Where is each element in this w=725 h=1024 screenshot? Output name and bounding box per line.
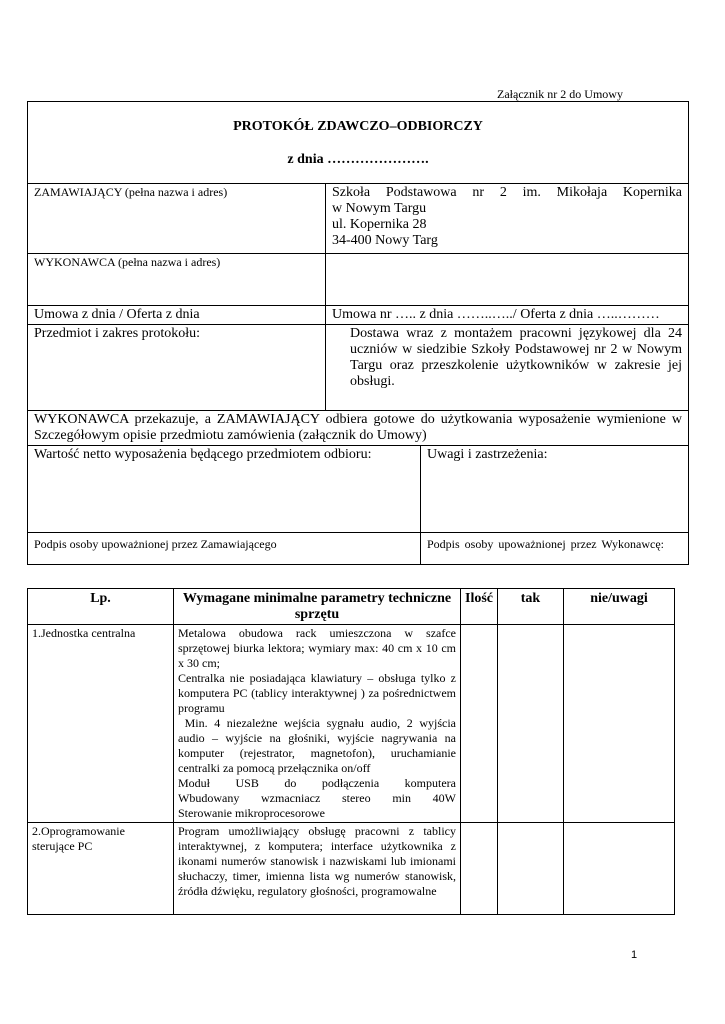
ordering-party-value: [326, 184, 689, 254]
header-lp: Lp.: [28, 589, 174, 625]
row-yes: [498, 625, 564, 823]
row-lp: 2.Oprogramowanie sterujące PC: [28, 823, 174, 915]
protocol-date-line: z dnia ………………….: [287, 152, 429, 167]
ordering-party-line: 34-400 Nowy Targ: [332, 233, 438, 248]
param-line: Min. 4 niezależne wejścia sygnału audio, 2 wyjścia audio – wyjście na głośniki, wyjście nagrywania na komputer (rejestrator, magnetofon), uruchamianie centralki za pomocą przełącznika on/off: [178, 716, 459, 775]
ordering-party-line: Szkoła Podstawowa nr 2 im. Mikołaja Kopernika: [332, 185, 683, 200]
protocol-table: [27, 101, 689, 565]
param-line: Centralka nie posiadająca klawiatury – obsługa tylko z komputera PC (tablicy interaktywnej ) za pośrednictwem programu: [178, 671, 456, 715]
contractor-label: WYKONAWCA (pełna nazwa i adres): [28, 254, 326, 306]
row-params: [174, 823, 461, 915]
subject-value: Dostawa wraz z montażem pracowni językowej dla 24 uczniów w siedzibie Szkoły Podstawowej nr 2 w Nowym Targu oraz przeszkolenie użytkowników w zakresie jej obsługi.: [326, 325, 689, 411]
row-qty: [461, 823, 498, 915]
row-yes: [498, 823, 564, 915]
handover-statement: WYKONAWCA przekazuje, a ZAMAWIAJĄCY odbiera gotowe do użytkowania wyposażenie wymienione w Szczegółowym opisie przedmiotu zamówienia (załącznik do Umowy): [28, 411, 689, 446]
ordering-party-label: ZAMAWIAJĄCY (pełna nazwa i adres): [28, 184, 326, 254]
signature-contractor-label: Podpis osoby upoważnionej przez Wykonawcę:: [421, 533, 689, 565]
spec-header-row: [28, 589, 675, 625]
contractor-value: [326, 254, 689, 306]
row-no-remarks: [564, 625, 675, 823]
net-value-label: Wartość netto wyposażenia będącego przedmiotem odbioru:: [28, 446, 421, 533]
header-yes: tak: [498, 589, 564, 625]
table-row: [28, 823, 675, 915]
row-lp: 1.Jednostka centralna: [28, 625, 174, 823]
param-line: Wbudowany wzmacniacz stereo min 40W: [178, 791, 456, 805]
row-qty: [461, 625, 498, 823]
subject-label: Przedmiot i zakres protokołu:: [28, 325, 326, 411]
signature-ordering-label: Podpis osoby upoważnionej przez Zamawiającego: [28, 533, 421, 565]
header-no-remarks: nie/uwagi: [564, 589, 675, 625]
param-line: Moduł USB do podłączenia komputera: [178, 776, 456, 790]
remarks-label: Uwagi i zastrzeżenia:: [421, 446, 689, 533]
header-qty: Ilość: [461, 589, 498, 625]
contract-value: Umowa nr ….. z dnia ……..…../ Oferta z dnia …..………: [326, 306, 689, 325]
spec-table: [27, 588, 675, 915]
row-no-remarks: [564, 823, 675, 915]
page-number: 1: [631, 949, 638, 961]
param-line: Metalowa obudowa rack umieszczona w szafce sprzętowej biurka lektora; wymiary max: 40 cm x 10 cm x 30 cm;: [178, 626, 456, 670]
header-params: Wymagane minimalne parametry techniczne sprzętu: [174, 589, 461, 625]
protocol-title: PROTOKÓŁ ZDAWCZO–ODBIORCZY: [233, 119, 483, 134]
ordering-party-line: ul. Kopernika 28: [332, 217, 427, 232]
param-line: Sterowanie mikroprocesorowe: [178, 806, 325, 820]
param-line: Program umożliwiający obsługę pracowni z tablicy interaktywnej, z komputera; interface użytkownika z ikonami numerów stanowisk i nazwiskami lub imionami słuchaczy, timer, imienna lista wg numerów stanowisk, źródła dźwięku, regulatory głośności, programowalne: [178, 824, 456, 898]
attachment-label: Załącznik nr 2 do Umowy: [497, 87, 623, 101]
ordering-party-line: w Nowym Targu: [332, 201, 427, 216]
table-row: [28, 625, 675, 823]
row-params: [174, 625, 461, 823]
protocol-title-cell: [28, 102, 689, 184]
contract-label: Umowa z dnia / Oferta z dnia: [28, 306, 326, 325]
